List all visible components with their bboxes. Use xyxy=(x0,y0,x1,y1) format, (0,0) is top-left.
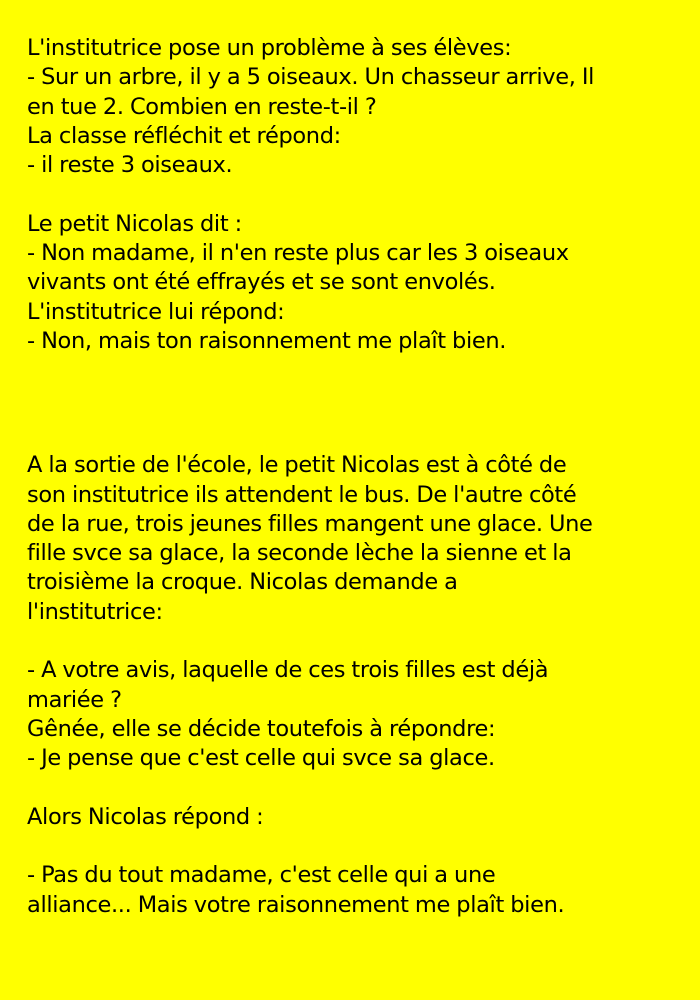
joke-1 xyxy=(27,34,682,356)
text-line: en tue 2. Combien en reste-t-il ? xyxy=(27,93,377,120)
text-line: - il reste 3 oiseaux. xyxy=(27,152,233,179)
text-line: La classe réfléchit et répond: xyxy=(27,122,341,149)
text-line: mariée ? xyxy=(27,686,122,713)
text-line: - A votre avis, laquelle de ces trois filles est déjà xyxy=(27,657,549,684)
text-line: son institutrice ils attendent le bus. De l'autre côté xyxy=(27,481,577,508)
text-line: L'institutrice lui répond: xyxy=(27,298,285,325)
text-line: Le petit Nicolas dit : xyxy=(27,210,242,237)
blank-line xyxy=(27,774,682,803)
text-line: l'institutrice: xyxy=(27,598,163,625)
text-line: - Sur un arbre, il y a 5 oiseaux. Un chasseur arrive, Il xyxy=(27,64,595,91)
text-line: A la sortie de l'école, le petit Nicolas est à côté de xyxy=(27,452,567,479)
text-line: - Non madame, il n'en reste plus car les 3 oiseaux xyxy=(27,240,569,267)
text-line: - Non, mais ton raisonnement me plaît bien. xyxy=(27,327,507,354)
blank-line xyxy=(27,180,682,209)
text-line: de la rue, trois jeunes filles mangent une glace. Une xyxy=(27,510,593,537)
blank-line xyxy=(27,627,682,656)
text-line: - Pas du tout madame, c'est celle qui a une xyxy=(27,862,496,889)
text-line: L'institutrice pose un problème à ses élèves: xyxy=(27,35,512,61)
text-line: vivants ont été effrayés et se sont envolés. xyxy=(27,269,496,296)
text-line: troisième la croque. Nicolas demande a xyxy=(27,569,458,596)
joke-2 xyxy=(27,451,682,920)
text-line: fille svce sa glace, la seconde lèche la sienne et la xyxy=(27,540,572,567)
blank-line xyxy=(27,832,682,861)
section-spacer xyxy=(27,356,682,451)
text-line: Alors Nicolas répond : xyxy=(27,803,264,830)
text-line: Gênée, elle se décide toutefois à répondre: xyxy=(27,715,496,742)
text-line: - Je pense que c'est celle qui svce sa glace. xyxy=(27,745,495,772)
text-line: alliance... Mais votre raisonnement me plaît bien. xyxy=(27,891,565,918)
